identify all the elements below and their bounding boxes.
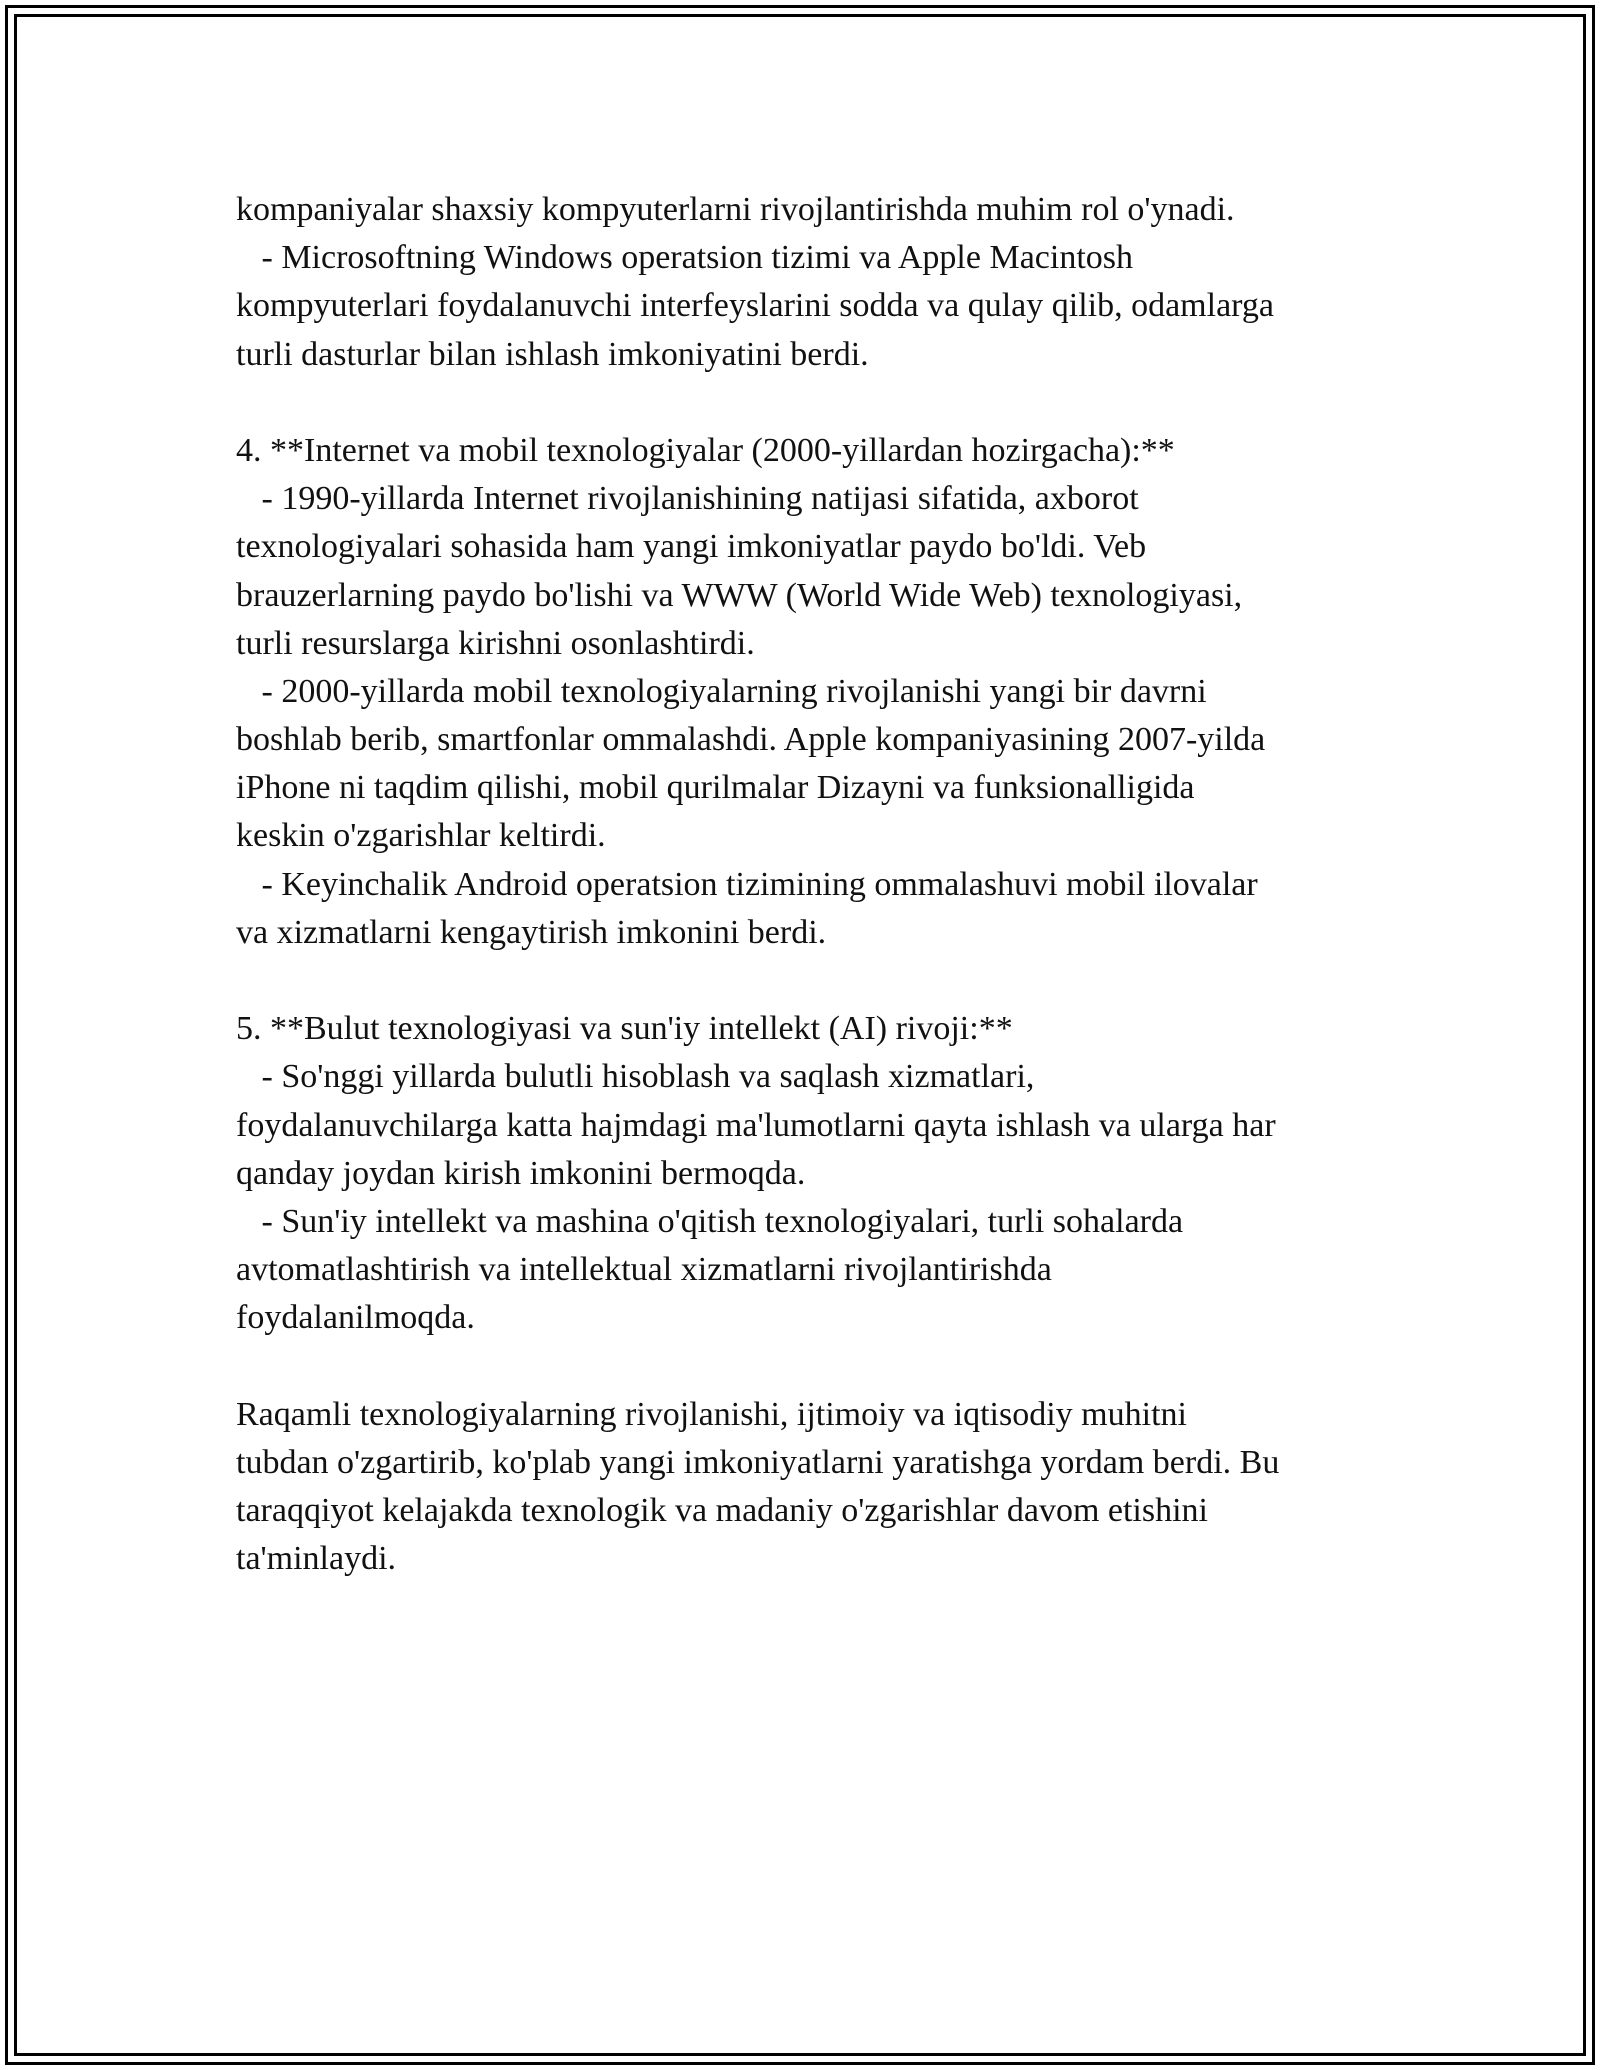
section-3-tail — [236, 186, 1366, 379]
text-line: turli resurslarga kirishni osonlashtirdi. — [236, 624, 755, 662]
paragraph-spacer — [236, 957, 1366, 1005]
document-body — [236, 186, 1366, 1583]
text-line: texnologiyalari sohasida ham yangi imkoniyatlar paydo bo'ldi. Veb — [236, 528, 1147, 566]
text-line: brauzerlarning paydo bo'lishi va WWW (World Wide Web) texnologiyasi, — [236, 576, 1243, 614]
text-line: - Microsoftning Windows operatsion tizimi va Apple Macintosh — [236, 239, 1133, 277]
section-heading: 5. **Bulut texnologiyasi va sun'iy intellekt (AI) rivoji:** — [236, 1010, 1013, 1048]
section-5 — [236, 1005, 1366, 1342]
text-line: foydalanilmoqda. — [236, 1299, 475, 1337]
text-line: tubdan o'zgartirib, ko'plab yangi imkoniyatlarni yaratishga yordam berdi. Bu — [236, 1443, 1280, 1481]
text-line: foydalanuvchilarga katta hajmdagi ma'lumotlarni qayta ishlash va ularga har — [236, 1106, 1276, 1144]
text-line: - So'nggi yillarda bulutli hisoblash va saqlash xizmatlari, — [236, 1058, 1035, 1096]
text-line: - 2000-yillarda mobil texnologiyalarning rivojlanishi yangi bir davrni — [236, 672, 1207, 710]
text-line: - Keyinchalik Android operatsion tizimining ommalashuvi mobil ilovalar — [236, 865, 1258, 903]
paragraph-spacer — [236, 379, 1366, 427]
conclusion-paragraph — [236, 1391, 1366, 1584]
section-heading: 4. **Internet va mobil texnologiyalar (2000-yillardan hozirgacha):** — [236, 431, 1175, 469]
text-line: va xizmatlarni kengaytirish imkonini berdi. — [236, 913, 827, 951]
text-line: ta'minlaydi. — [236, 1540, 397, 1578]
text-line: taraqqiyot kelajakda texnologik va madaniy o'zgarishlar davom etishini — [236, 1492, 1209, 1530]
paragraph-spacer — [236, 1343, 1366, 1391]
text-line: keskin o'zgarishlar keltirdi. — [236, 817, 606, 855]
text-line: kompyuterlari foydalanuvchi interfeyslarini sodda va qulay qilib, odamlarga — [236, 287, 1274, 325]
text-line: qanday joydan kirish imkonini bermoqda. — [236, 1154, 806, 1192]
section-4 — [236, 427, 1366, 957]
text-line: - 1990-yillarda Internet rivojlanishining natijasi sifatida, axborot — [236, 480, 1139, 518]
text-line: boshlab berib, smartfonlar ommalashdi. Apple kompaniyasining 2007-yilda — [236, 721, 1266, 759]
text-line: Raqamli texnologiyalarning rivojlanishi, ijtimoiy va iqtisodiy muhitni — [236, 1395, 1187, 1433]
text-line: - Sun'iy intellekt va mashina o'qitish texnologiyalari, turli sohalarda — [236, 1202, 1184, 1240]
text-line: turli dasturlar bilan ishlash imkoniyatini berdi. — [236, 335, 869, 373]
text-line: avtomatlashtirish va intellektual xizmatlarni rivojlantirishda — [236, 1251, 1052, 1289]
text-line: iPhone ni taqdim qilishi, mobil qurilmalar Dizayni va funksionalligida — [236, 769, 1195, 807]
text-line: kompaniyalar shaxsiy kompyuterlarni rivojlantirishda muhim rol o'ynadi. — [236, 191, 1235, 228]
